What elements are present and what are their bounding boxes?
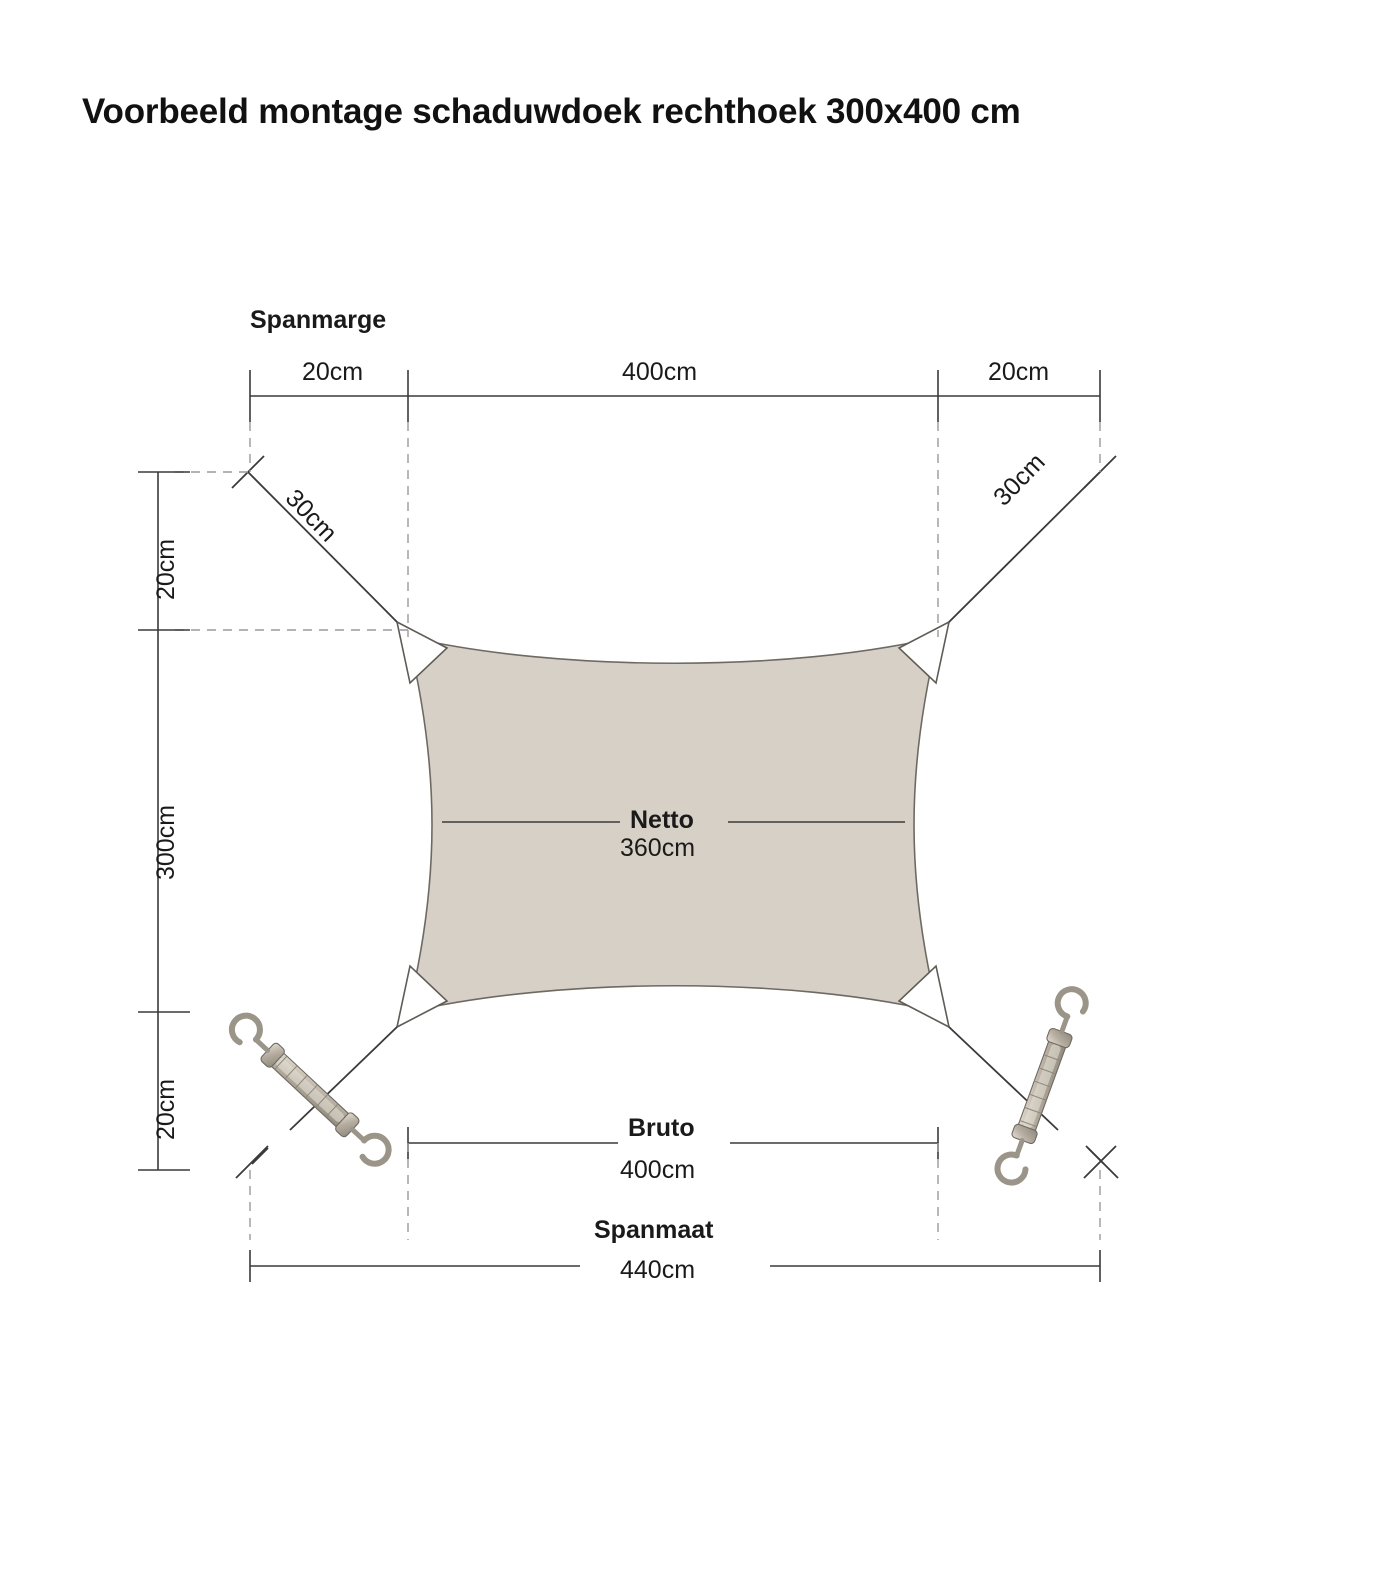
label-spanmarge: Spanmarge xyxy=(250,306,387,334)
label-top-width: 400cm xyxy=(622,358,698,386)
top-dashed-guides xyxy=(250,422,1100,637)
label-netto: Netto xyxy=(630,806,694,834)
label-top-right-margin: 20cm xyxy=(988,358,1050,386)
label-left-height: 300cm xyxy=(152,804,180,880)
label-netto-value: 360cm xyxy=(620,834,696,862)
label-top-left-margin: 20cm xyxy=(302,358,364,386)
label-spanmaat: Spanmaat xyxy=(594,1216,714,1244)
label-bruto: Bruto xyxy=(628,1114,695,1142)
page-title: Voorbeeld montage schaduwdoek rechthoek 300x400 cm xyxy=(82,92,1021,131)
label-diagonal-top-left: 30cm xyxy=(279,484,343,548)
label-bruto-value: 400cm xyxy=(620,1156,696,1184)
turnbuckle-right xyxy=(994,985,1090,1186)
label-diagonal-top-right: 30cm xyxy=(988,448,1051,512)
label-left-top-margin: 20cm xyxy=(152,538,180,600)
label-spanmaat-value: 440cm xyxy=(620,1256,696,1284)
turnbuckle-left xyxy=(226,1010,394,1170)
label-left-bottom-margin: 20cm xyxy=(152,1078,180,1140)
